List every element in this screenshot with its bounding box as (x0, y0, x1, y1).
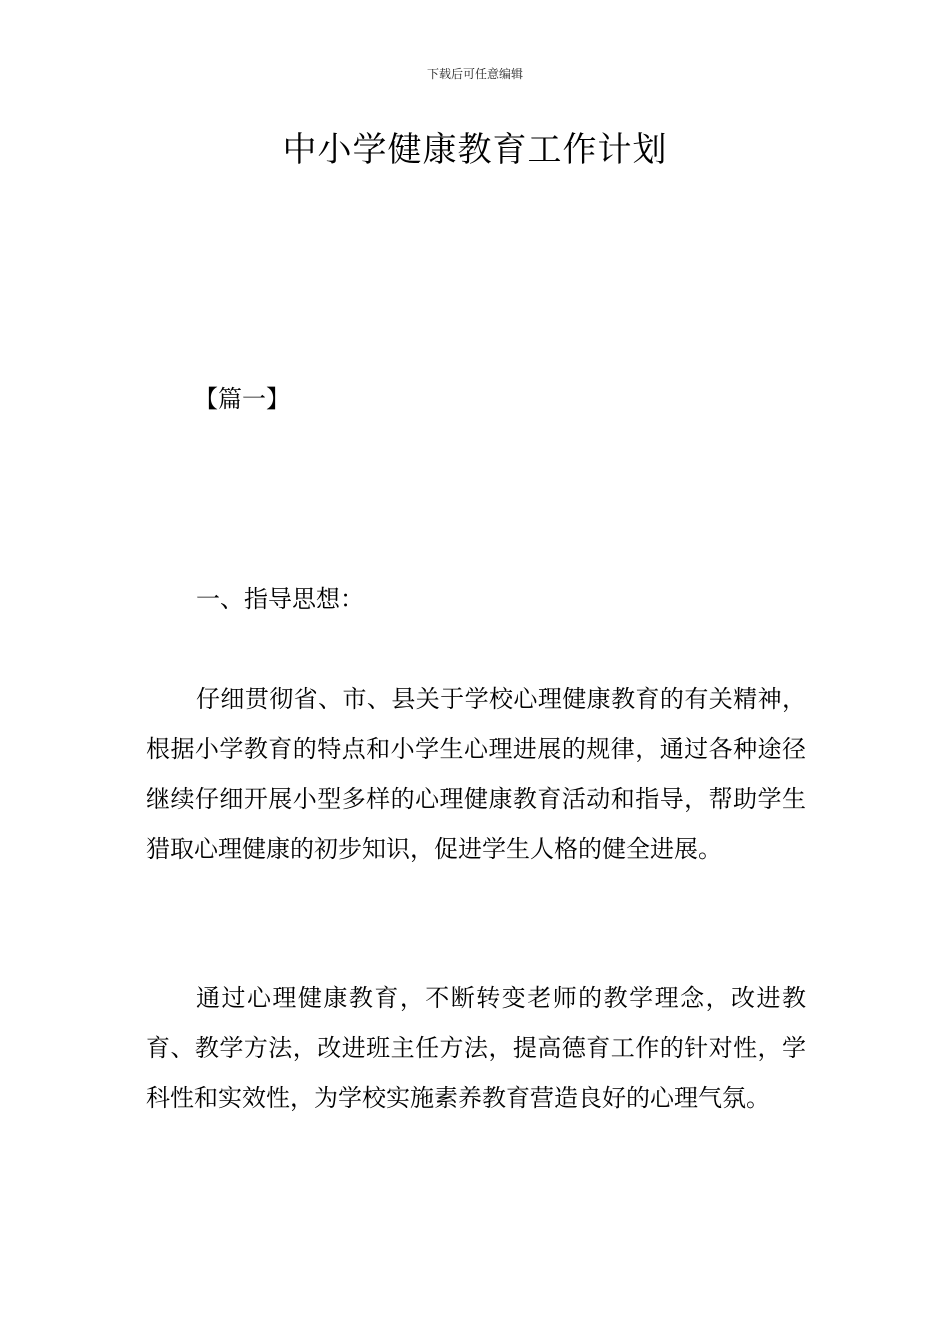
paragraph-1: 仔细贯彻省、市、县关于学校心理健康教育的有关精神，根据小学教育的特点和小学生心理进展的规律，通过各种途径继续仔细开展小型多样的心理健康教育活动和指导，帮助学生猎取心理健康的初步知识，促进学生人格的健全进展。 (146, 685, 806, 863)
paragraph-2: 通过心理健康教育，不断转变老师的教学理念，改进教育、教学方法，改进班主任方法，提高德育工作的针对性，学科性和实效性，为学校实施素养教育营造良好的心理气氛。 (146, 984, 806, 1112)
document-title: 中小学健康教育工作计划 (282, 130, 668, 170)
section-heading: 一、指导思想： (196, 585, 364, 613)
header-note: 下载后可任意编辑 (426, 67, 523, 81)
section-tag: 【篇一】 (194, 385, 290, 413)
